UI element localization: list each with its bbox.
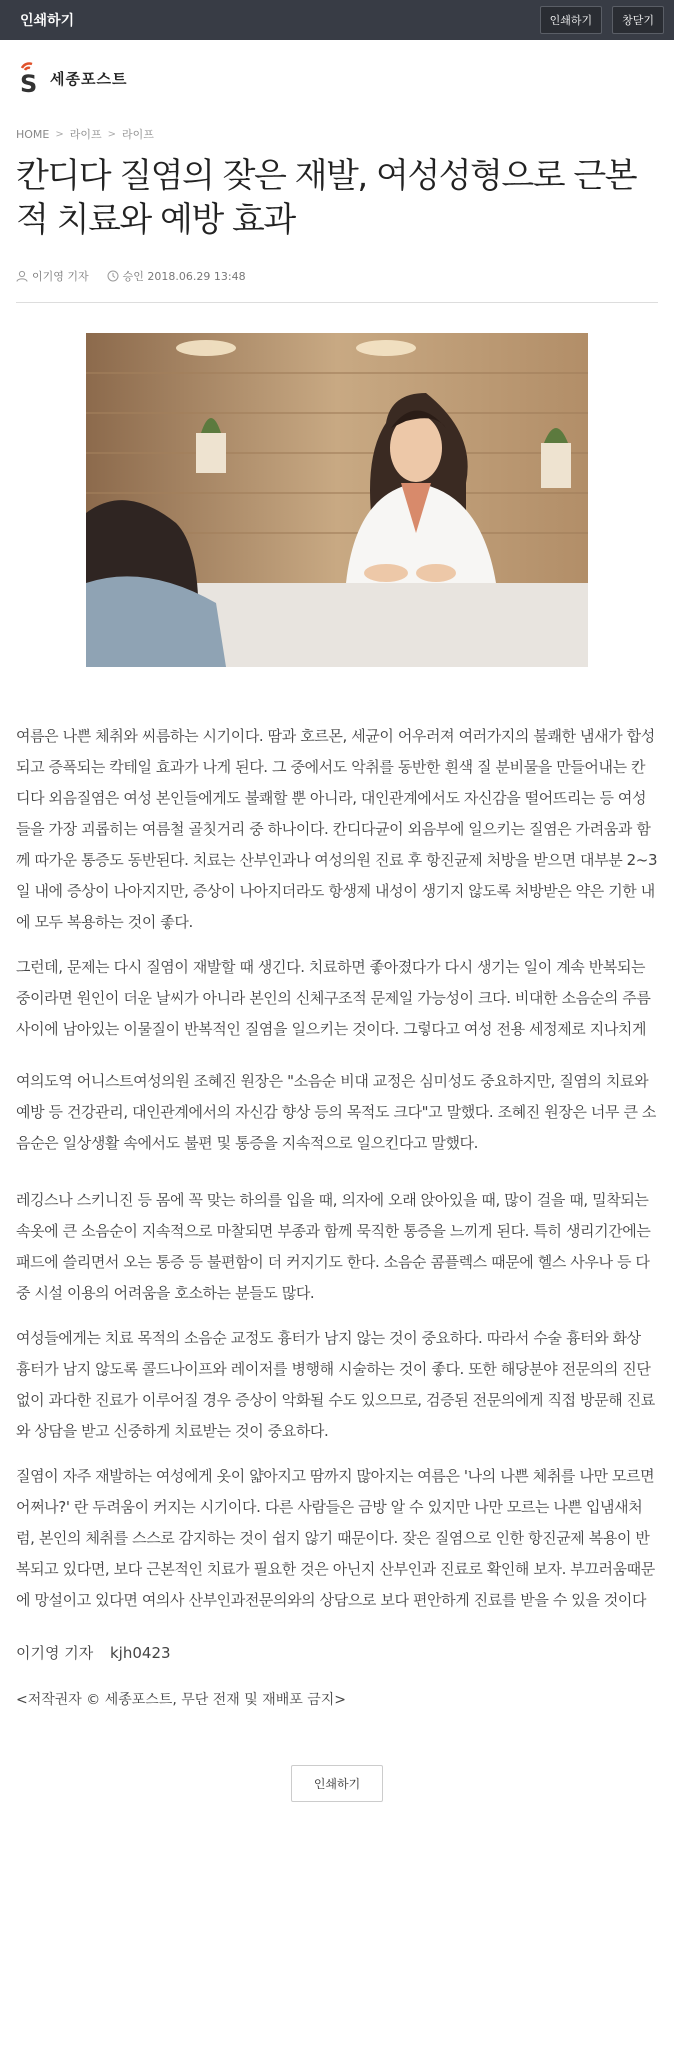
article-meta: [16, 268, 658, 303]
article-title: 칸디다 질염의 잦은 재발, 여성성형으로 근본적 치료와 예방 효과: [16, 156, 637, 240]
byline-id: kjh0423: [110, 1644, 171, 1662]
print-header-bar: [0, 0, 674, 40]
svg-text:S: S: [20, 70, 38, 94]
byline-author: 이기영 기자: [16, 1644, 94, 1662]
article-paragraph: 여의도역 어니스트여성의원 조혜진 원장은 "소음순 비대 교정은 심미성도 중요하지만, 질염의 치료와 예방 등 건강관리, 대인관계에서의 자신감 향상 등의 목적도 크다"고 말했다. 조혜진 원장은 너무 큰 소음순은 일상생활 속에서도 불편 및 통증을 지속적으로 일으킨다고 말했다.: [16, 1072, 656, 1152]
site-logo-text: 세종포스트: [50, 69, 128, 88]
author-info: [16, 268, 89, 284]
clock-icon: [107, 270, 119, 282]
article-body: [16, 721, 658, 1616]
publish-info: [107, 268, 246, 284]
breadcrumb: [16, 126, 674, 142]
breadcrumb-section[interactable]: 라이프: [69, 128, 102, 141]
article-paragraph: 그런데, 문제는 다시 질염이 재발할 때 생긴다. 치료하면 좋아졌다가 다시 생기는 일이 계속 반복되는 중이라면 원인이 더운 날씨가 아니라 본인의 신체구조적 문제일 가능성이 크다. 비대한 소음순의 주름 사이에 남아있는 이물질이 반복적인 질염을 일으키는 것이다. 그렇다고 여성 전용 세정제로 지나치게: [16, 958, 651, 1038]
breadcrumb-home[interactable]: HOME: [16, 127, 50, 141]
chevron-right-icon: >: [107, 128, 117, 140]
chevron-right-icon: >: [55, 128, 64, 140]
user-icon: [16, 270, 28, 282]
article-paragraph: 질염이 자주 재발하는 여성에게 옷이 얇아지고 땀까지 많아지는 여름은 '나의 나쁜 체취를 나만 모르면 어쩌나?' 란 두려움이 커지는 시기이다. 다른 사람들은 금방 알 수 있지만 나만 모르는 나쁜 입냄새처럼, 본인의 체취를 스스로 감지하는 것이 쉽지 않기 때문이다. 잦은 질염으로 인한 항진균제 복용이 반복되고 있다면, 보다 근본적인 치료가 필요한 것은 아닌지 산부인과 진료로 확인해 보자. 부끄러움때문에 망설이고 있다면 여의사 산부인과전문의와의 상담으로 보다 편안하게 진료를 받을 수 있을 것이다: [16, 1467, 655, 1609]
logo-mark-icon: [18, 62, 44, 94]
copyright-notice: <저작권자 © 세종포스트, 무단 전재 및 재배포 금지>: [16, 1692, 347, 1708]
breadcrumb-subsection[interactable]: 라이프: [122, 128, 154, 141]
author-name: 이기영 기자: [32, 270, 89, 283]
print-button[interactable]: 인쇄하기: [540, 6, 603, 34]
article-photo: [86, 333, 588, 667]
header-buttons: [540, 6, 664, 34]
close-window-button[interactable]: 창닫기: [612, 6, 664, 34]
site-logo[interactable]: [18, 62, 127, 94]
print-button-bottom[interactable]: 인쇄하기: [291, 1765, 383, 1802]
logo-row: [0, 40, 674, 102]
print-header-title: 인쇄하기: [20, 13, 75, 29]
article-photo-illustration: [86, 333, 588, 667]
article-paragraph: 레깅스나 스키니진 등 몸에 꼭 맞는 하의를 입을 때, 의자에 오래 앉아있을 때, 많이 걸을 때, 밀착되는 속옷에 큰 소음순이 지속적으로 마찰되면 부종과 함께 묵직한 통증을 느끼게 된다. 특히 생리기간에는 패드에 쓸리면서 오는 통증 등 불편함이 더 커지기도 한다. 소음순 콤플렉스 때문에 헬스 사우나 등 다중 시설 이용의 어려움을 호소하는 분들도 많다.: [16, 1191, 651, 1302]
article-byline: [16, 1642, 658, 1663]
publish-date: 승인 2018.06.29 13:48: [122, 270, 246, 283]
article-paragraph: 여름은 나쁜 체취와 씨름하는 시기이다. 땀과 호르몬, 세균이 어우러져 여러가지의 불쾌한 냄새가 합성되고 증폭되는 칵테일 효과가 나게 된다. 그 중에서도 악취를 동반한 흰색 질 분비물을 만들어내는 칸디다 외음질염은 여성 본인들에게도 불쾌할 뿐 아니라, 대인관계에서도 자신감을 떨어뜨리는 등 여성들을 가장 괴롭히는 여름철 골칫거리 중 하나이다. 칸디다균이 외음부에 일으키는 질염은 가려움과 함께 따가운 통증도 동반된다. 치료는 산부인과나 여성의원 진료 후 항진균제 처방을 받으면 대부분 2~3일 내에 증상이 나아지지만, 증상이 나아지더라도 항생제 내성이 생기지 않도록 처방받은 약은 기한 내에 모두 복용하는 것이 좋다.: [16, 727, 658, 931]
article-paragraph: 여성들에게는 치료 목적의 소음순 교정도 흉터가 남지 않는 것이 중요하다. 따라서 수술 흉터와 화상 흉터가 남지 않도록 콜드나이프와 레이저를 병행해 시술하는 것이 좋다. 또한 해당분야 전문의의 진단 없이 과다한 진료가 이루어질 경우 증상이 악화될 수도 있으므로, 검증된 전문의에게 직접 방문해 진료와 상담을 받고 신중하게 치료받는 것이 중요하다.: [16, 1329, 655, 1440]
article-photo-container: [0, 333, 674, 667]
